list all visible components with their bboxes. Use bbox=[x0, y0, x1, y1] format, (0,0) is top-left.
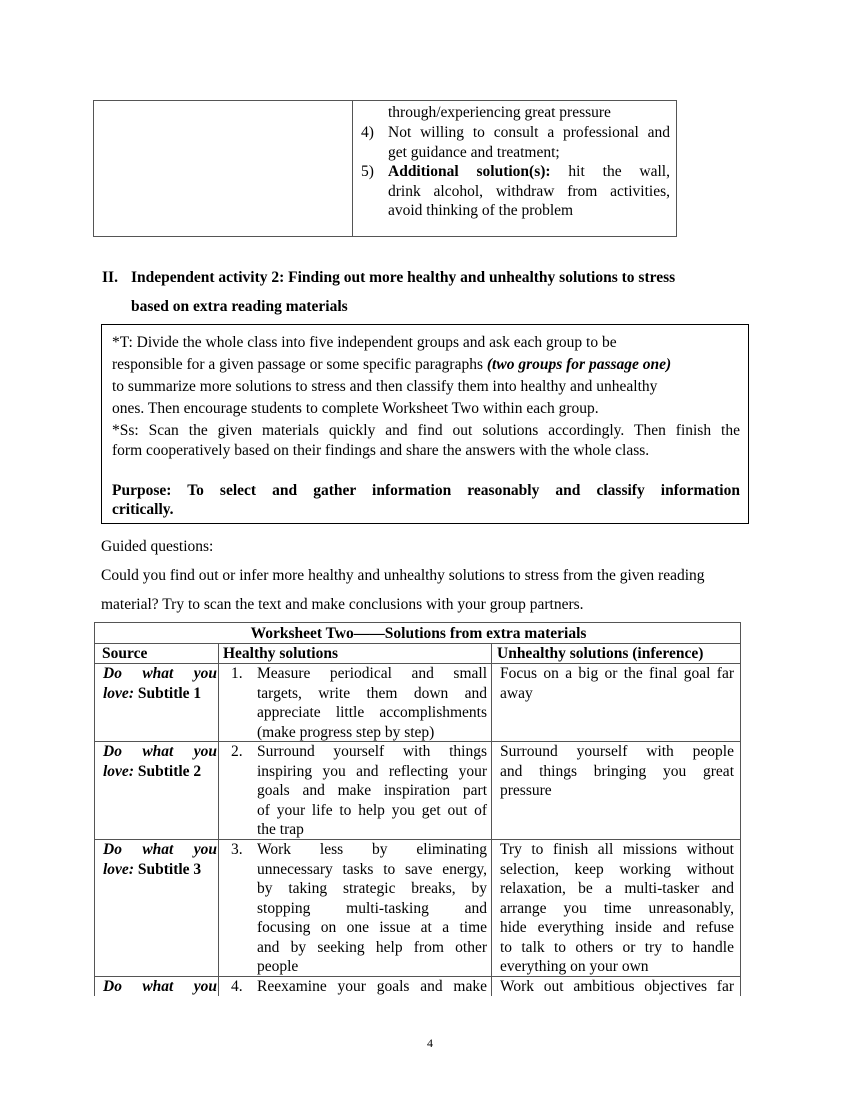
table-row-healthy: Reexamine your goals and make bbox=[257, 978, 487, 995]
table-row-healthy: Surround yourself with things inspiring you and reflecting your goals and make inspiration part of your life to help you get out of the trap bbox=[257, 743, 487, 838]
student-instruction: form cooperatively based on their findings and share the answers with the whole class. bbox=[112, 442, 650, 459]
worksheet-title: Worksheet Two——Solutions from extra materials bbox=[250, 625, 587, 642]
table-row-unhealthy: Surround yourself with people and things bringing you great pressure bbox=[500, 743, 734, 799]
list-item-number: 5) bbox=[361, 163, 374, 180]
table-row-source: Do what you love: Subtitle 3 bbox=[103, 841, 217, 878]
guided-question: Could you find out or infer more healthy and unhealthy solutions to stress from the given reading bbox=[101, 567, 705, 584]
table-row-unhealthy: Try to finish all missions without selection, keep working without relaxation, be a multi-tasker and arrange you time unreasonably, hide everything inside and refuse to talk to others or try to handle everything on your own bbox=[500, 841, 734, 975]
list-item-number: 4) bbox=[361, 124, 374, 141]
list-item-text: Additional solution(s): hit the wall, drink alcohol, withdraw from activities, avoid thinking of the problem bbox=[388, 163, 670, 219]
list-item-text: Not willing to consult a professional and get guidance and treatment; bbox=[388, 124, 670, 161]
worksheet-table bbox=[94, 622, 741, 996]
student-instruction: *Ss: Scan the given materials quickly and find out solutions accordingly. Then finish the bbox=[112, 422, 740, 439]
section-number: II. bbox=[102, 269, 118, 286]
table-cell-right bbox=[353, 101, 677, 236]
teacher-instruction: *T: Divide the whole class into five independent groups and ask each group to be bbox=[112, 334, 617, 351]
table-row-unhealthy: Focus on a big or the final goal far away bbox=[500, 665, 734, 702]
table-row-source: Do what you love: Subtitle 2 bbox=[103, 743, 217, 780]
table-row-source: Do what you bbox=[103, 978, 217, 995]
guided-question: material? Try to scan the text and make conclusions with your group partners. bbox=[101, 596, 584, 613]
teacher-instruction: ones. Then encourage students to complete Worksheet Two within each group. bbox=[112, 400, 599, 417]
section-title-line-2: based on extra reading materials bbox=[131, 298, 348, 315]
column-header-healthy: Healthy solutions bbox=[223, 645, 338, 662]
teacher-instruction: to summarize more solutions to stress and then classify them into healthy and unhealthy bbox=[112, 378, 658, 395]
purpose-statement: critically. bbox=[112, 501, 174, 518]
row-number: 1. bbox=[231, 665, 243, 682]
table-row-healthy: Work less by eliminating unnecessary tasks to save energy, by taking strategic breaks, by stopping multi-tasking and focusing on one issue at a time and by seeking help from other people bbox=[257, 841, 487, 975]
purpose-statement: Purpose: To select and gather information reasonably and classify information bbox=[112, 482, 740, 499]
instruction-box bbox=[101, 324, 749, 524]
section-title-line-1: Independent activity 2: Finding out more healthy and unhealthy solutions to stress bbox=[131, 269, 676, 286]
table-row-source: Do what you love: Subtitle 1 bbox=[103, 665, 217, 702]
list-item-text: through/experiencing great pressure bbox=[388, 104, 611, 121]
continuation-table bbox=[93, 100, 677, 237]
table-rule bbox=[218, 643, 219, 996]
column-header-source: Source bbox=[102, 645, 148, 662]
row-number: 3. bbox=[231, 841, 243, 858]
teacher-instruction: responsible for a given passage or some specific paragraphs (two groups for passage one) bbox=[112, 356, 672, 373]
column-header-unhealthy: Unhealthy solutions (inference) bbox=[497, 645, 704, 662]
page-number: 4 bbox=[427, 1036, 433, 1050]
table-row-healthy: Measure periodical and small targets, write them down and appreciate little accomplishments (make progress step by step) bbox=[257, 665, 487, 741]
row-number: 2. bbox=[231, 743, 243, 760]
guided-questions-label: Guided questions: bbox=[101, 538, 214, 555]
table-rule bbox=[491, 643, 492, 996]
table-row-unhealthy: Work out ambitious objectives far bbox=[500, 978, 734, 995]
row-number: 4. bbox=[231, 978, 243, 995]
